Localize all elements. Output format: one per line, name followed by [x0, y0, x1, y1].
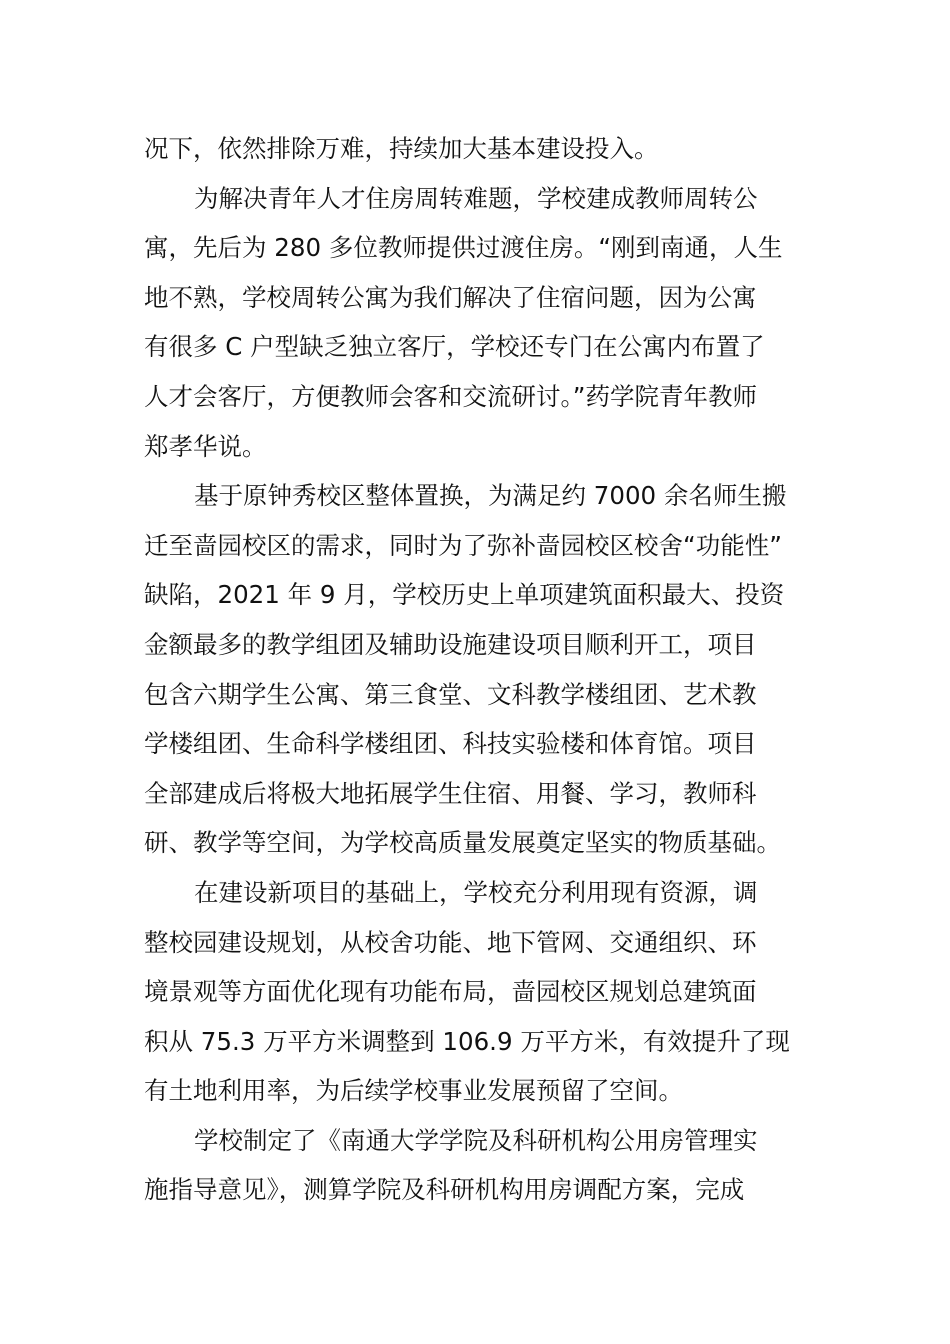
text-line: 基于原钟秀校区整体置换，为满足约 7000 余名师生搬 — [194, 481, 787, 511]
text-line: 施指导意见》，测算学院及科研机构用房调配方案，完成 — [144, 1175, 745, 1205]
text-line: 金额最多的教学组团及辅助设施建设项目顺利开工，项目 — [144, 629, 757, 659]
text-line: 寓，先后为 280 多位教师提供过渡住房。“刚到南通，人生 — [144, 233, 783, 263]
text-line: 迁至啬园校区的需求，同时为了弥补啬园校区校舍“功能性” — [144, 530, 782, 560]
text-line: 学楼组团、生命科学楼组团、科技实验楼和体育馆。项目 — [144, 729, 757, 759]
text-line: 郑孝华说。 — [144, 431, 267, 461]
text-line: 研、教学等空间，为学校高质量发展奠定坚实的物质基础。 — [144, 828, 781, 858]
text-line: 学校制定了《南通大学学院及科研机构公用房管理实 — [194, 1125, 758, 1155]
text-line: 在建设新项目的基础上，学校充分利用现有资源，调 — [194, 877, 758, 907]
text-line: 况下，依然排除万难，持续加大基本建设投入。 — [144, 134, 659, 163]
text-line: 有很多 C 户型缺乏独立客厅，学校还专门在公寓内布置了 — [144, 332, 765, 362]
text-line: 整校园建设规划，从校舍功能、地下管网、交通组织、环 — [144, 927, 757, 957]
text-line: 为解决青年人才住房周转难题，学校建成教师周转公 — [194, 183, 758, 213]
text-line: 积从 75.3 万平方米调整到 106.9 万平方米，有效提升了现 — [144, 1026, 790, 1056]
text-line: 人才会客厅，方便教师会客和交流研讨。”药学院青年教师 — [144, 381, 757, 411]
text-line: 地不熟，学校周转公寓为我们解决了住宿问题，因为公寓 — [144, 282, 757, 312]
body-text — [144, 124, 808, 1215]
text-line: 包含六期学生公寓、第三食堂、文科教学楼组团、艺术教 — [144, 679, 757, 709]
text-line: 全部建成后将极大地拓展学生住宿、用餐、学习，教师科 — [144, 778, 757, 808]
text-line: 有土地利用率，为后续学校事业发展预留了空间。 — [144, 1076, 683, 1106]
text-line: 缺陷，2021 年 9 月，学校历史上单项建筑面积最大、投资 — [144, 580, 785, 610]
text-line: 境景观等方面优化现有功能布局，啬园校区规划总建筑面 — [144, 977, 757, 1007]
